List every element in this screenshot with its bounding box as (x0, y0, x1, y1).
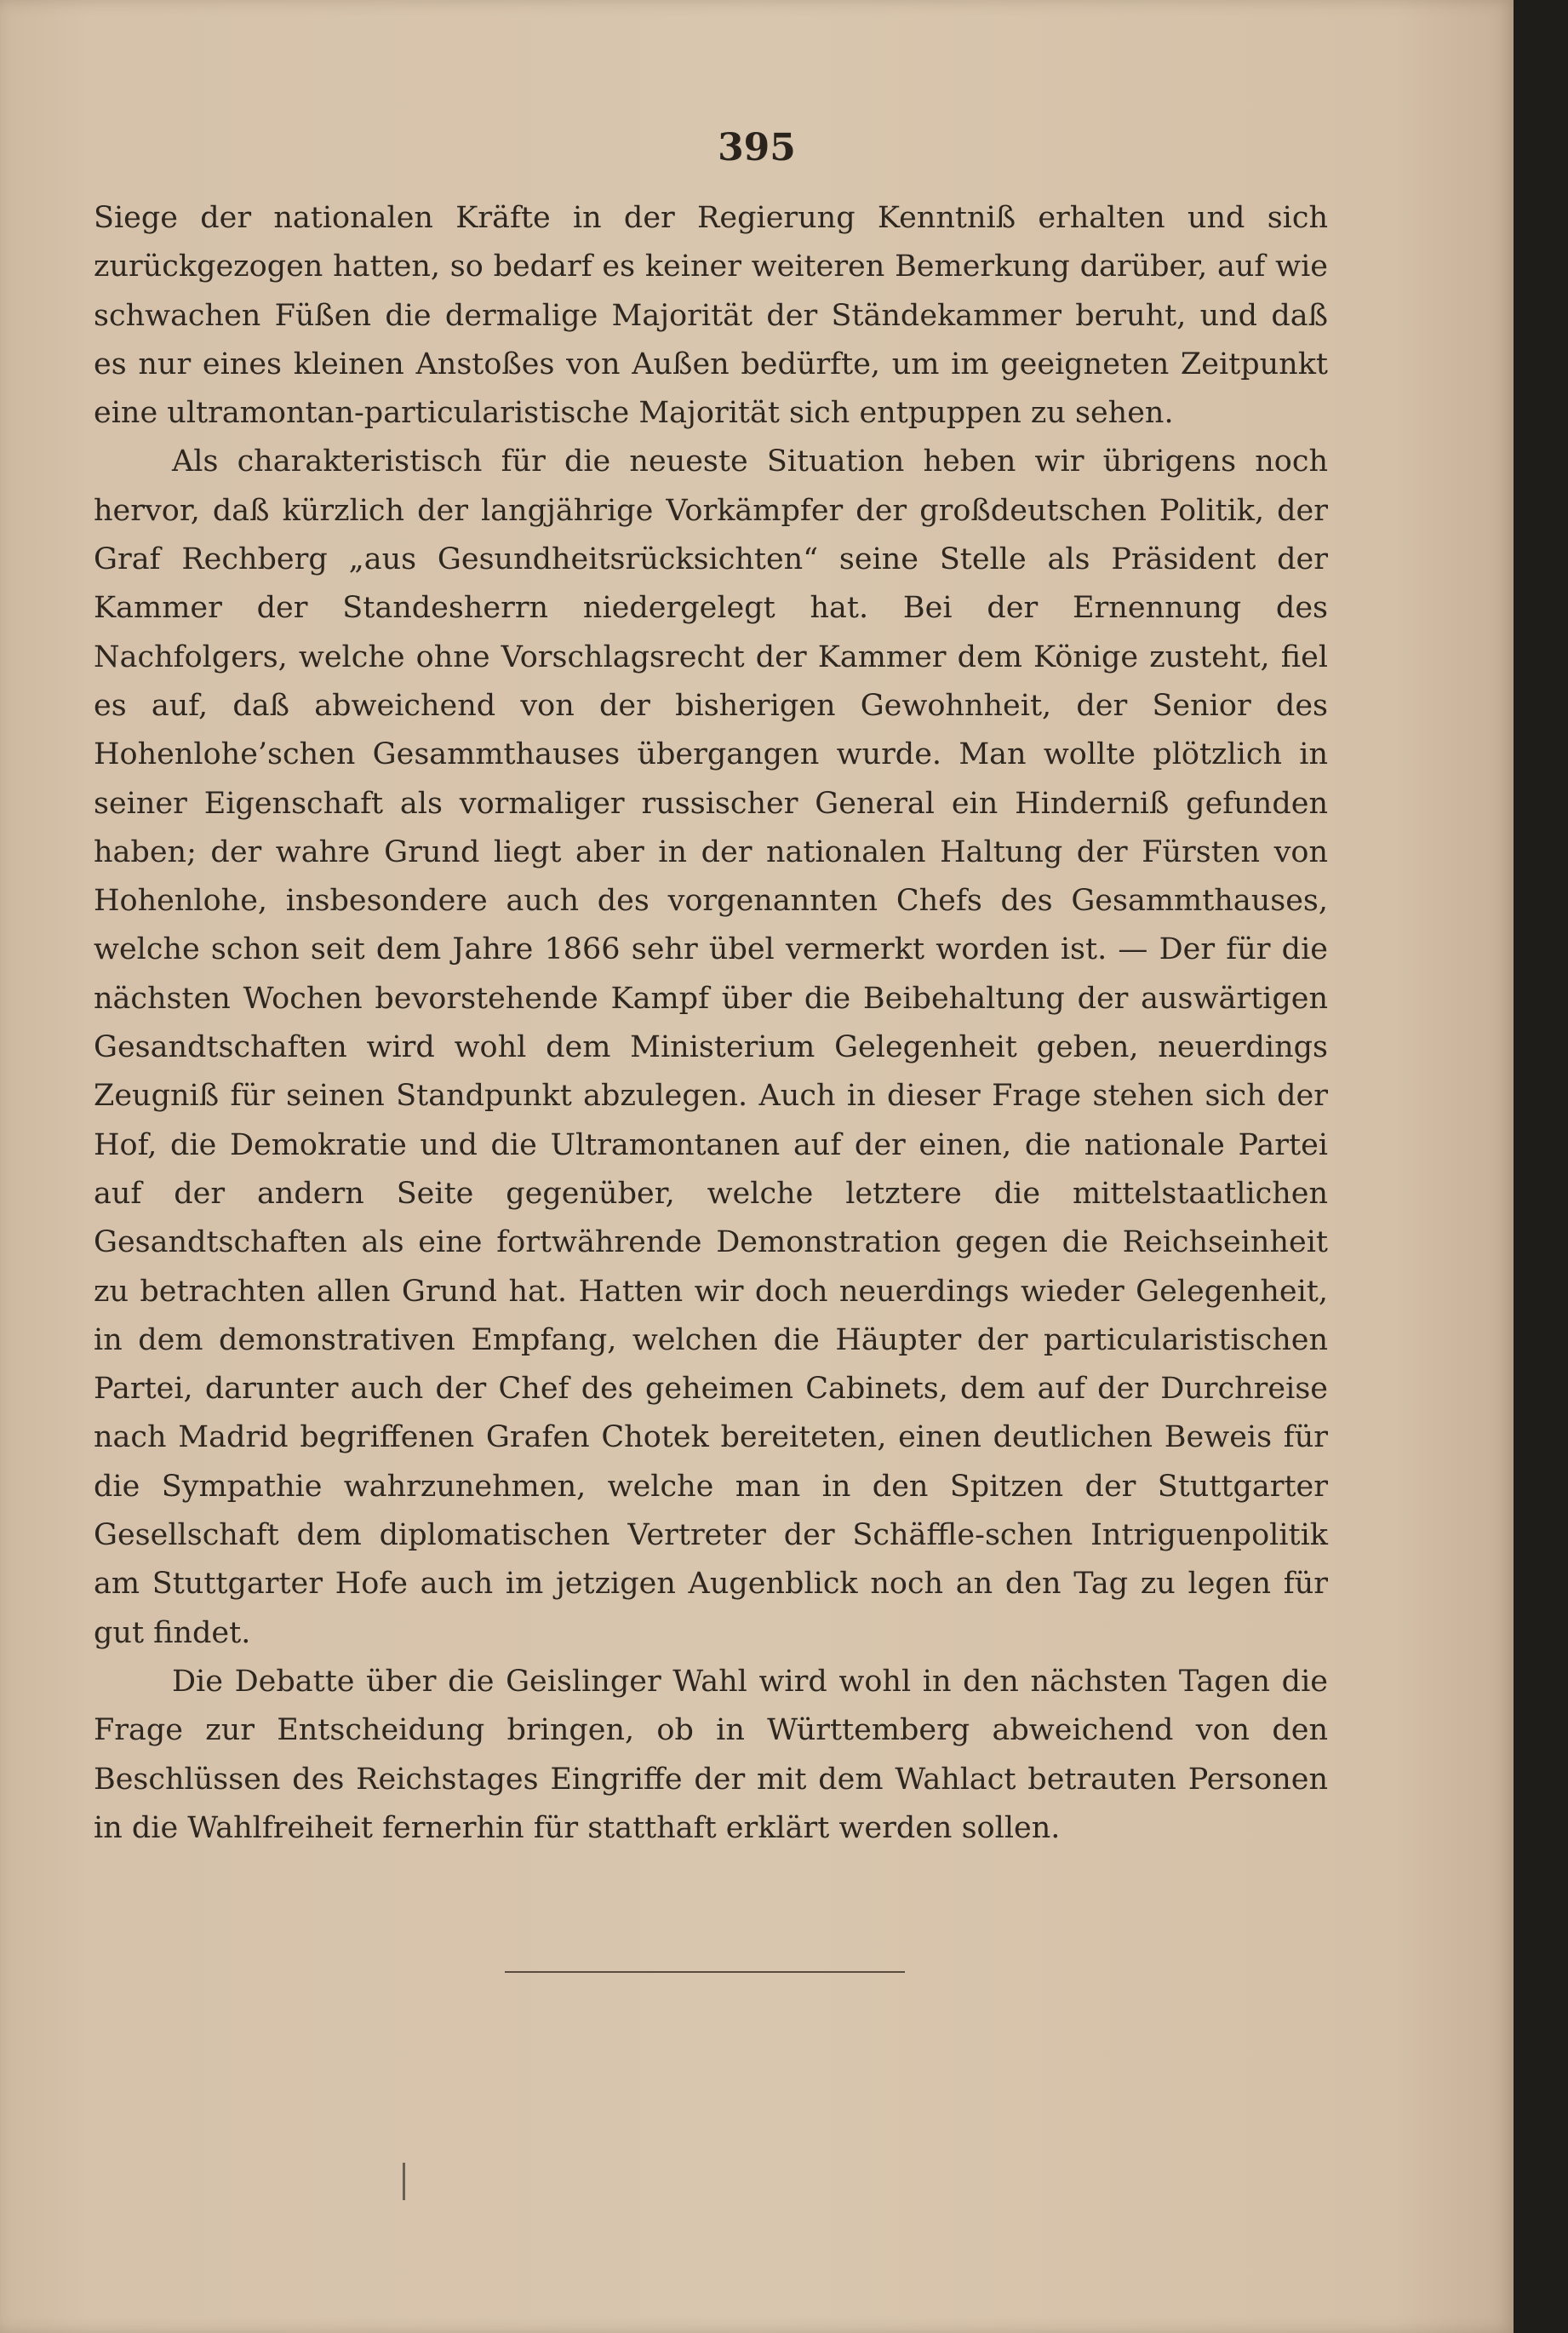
paragraph-3: Die Debatte über die Geislinger Wahl wird wohl in den nächsten Tagen die Frage zur Entscheidung bringen, ob in Württemberg abweichend von den Beschlüssen des Reichstages Eingriffe der mit dem Wahlact betrauten Personen in die Wahlfreiheit fernerhin für statthaft erklärt werden sollen. (94, 1664, 1328, 1845)
paragraph-1: Siege der nationalen Kräfte in der Regierung Kenntniß erhalten und sich zurückgezogen hatten, so bedarf es keiner weiteren Bemerkung darüber, auf wie schwachen Füßen die dermalige Majorität der Ständekammer beruht, und daß es nur eines kleinen Anstoßes von Außen bedürfte, um im geeigneten Zeitpunkt eine ultramontan-particularistische Majorität sich entpuppen zu sehen. (94, 201, 1328, 431)
section-divider (505, 1971, 905, 1973)
ink-mark (403, 2163, 405, 2200)
page-number: 395 (718, 126, 796, 169)
body-text (94, 194, 1328, 1853)
page-edge-background (1514, 0, 1568, 2333)
paragraph-2: Als charakteristisch für die neueste Situation heben wir übrigens noch hervor, daß kürzlich der langjährige Vorkämpfer der großdeutschen Politik, der Graf Rechberg „aus Gesundheitsrücksichten“ seine Stelle als Präsident der Kammer der Standesherrn niedergelegt hat. Bei der Ernennung des Nachfolgers, welche ohne Vorschlagsrecht der Kammer dem Könige zusteht, fiel es auf, daß abweichend von der bisherigen Gewohnheit, der Senior des Hohenlohe’schen Gesammthauses übergangen wurde. Man wollte plötzlich in seiner Eigenschaft als vormaliger russischer General ein Hinderniß gefunden haben; der wahre Grund liegt aber in der nationalen Haltung der Fürsten von Hohenlohe, insbesondere auch des vorgenannten Chefs des Gesammthauses, welche schon seit dem Jahre 1866 sehr übel vermerkt worden ist. — Der für die nächsten Wochen bevorstehende Kampf über die Beibehaltung der auswärtigen Gesandtschaften wird wohl dem Ministerium Gelegenheit geben, neuerdings Zeugniß für seinen Standpunkt abzulegen. Auch in dieser Frage stehen sich der Hof, die Demokratie und die Ultramontanen auf der einen, die nationale Partei auf der andern Seite gegenüber, welche letztere die mittelstaatlichen Gesandtschaften als eine fortwährende Demonstration gegen die Reichseinheit zu betrachten allen Grund hat. Hatten wir doch neuerdings wieder Gelegenheit, in dem demonstrativen Empfang, welchen die Häupter der particularistischen Partei, darunter auch der Chef des geheimen Cabinets, dem auf der Durchreise nach Madrid begriffenen Grafen Chotek bereiteten, einen deutlichen Beweis für die Sympathie wahrzunehmen, welche man in den Spitzen der Stuttgarter Gesellschaft dem diplomatischen Vertreter der Schäffle-schen Intriguenpolitik am Stuttgarter Hofe auch im jetzigen Augenblick noch an den Tag zu legen für gut findet. (94, 444, 1328, 1650)
